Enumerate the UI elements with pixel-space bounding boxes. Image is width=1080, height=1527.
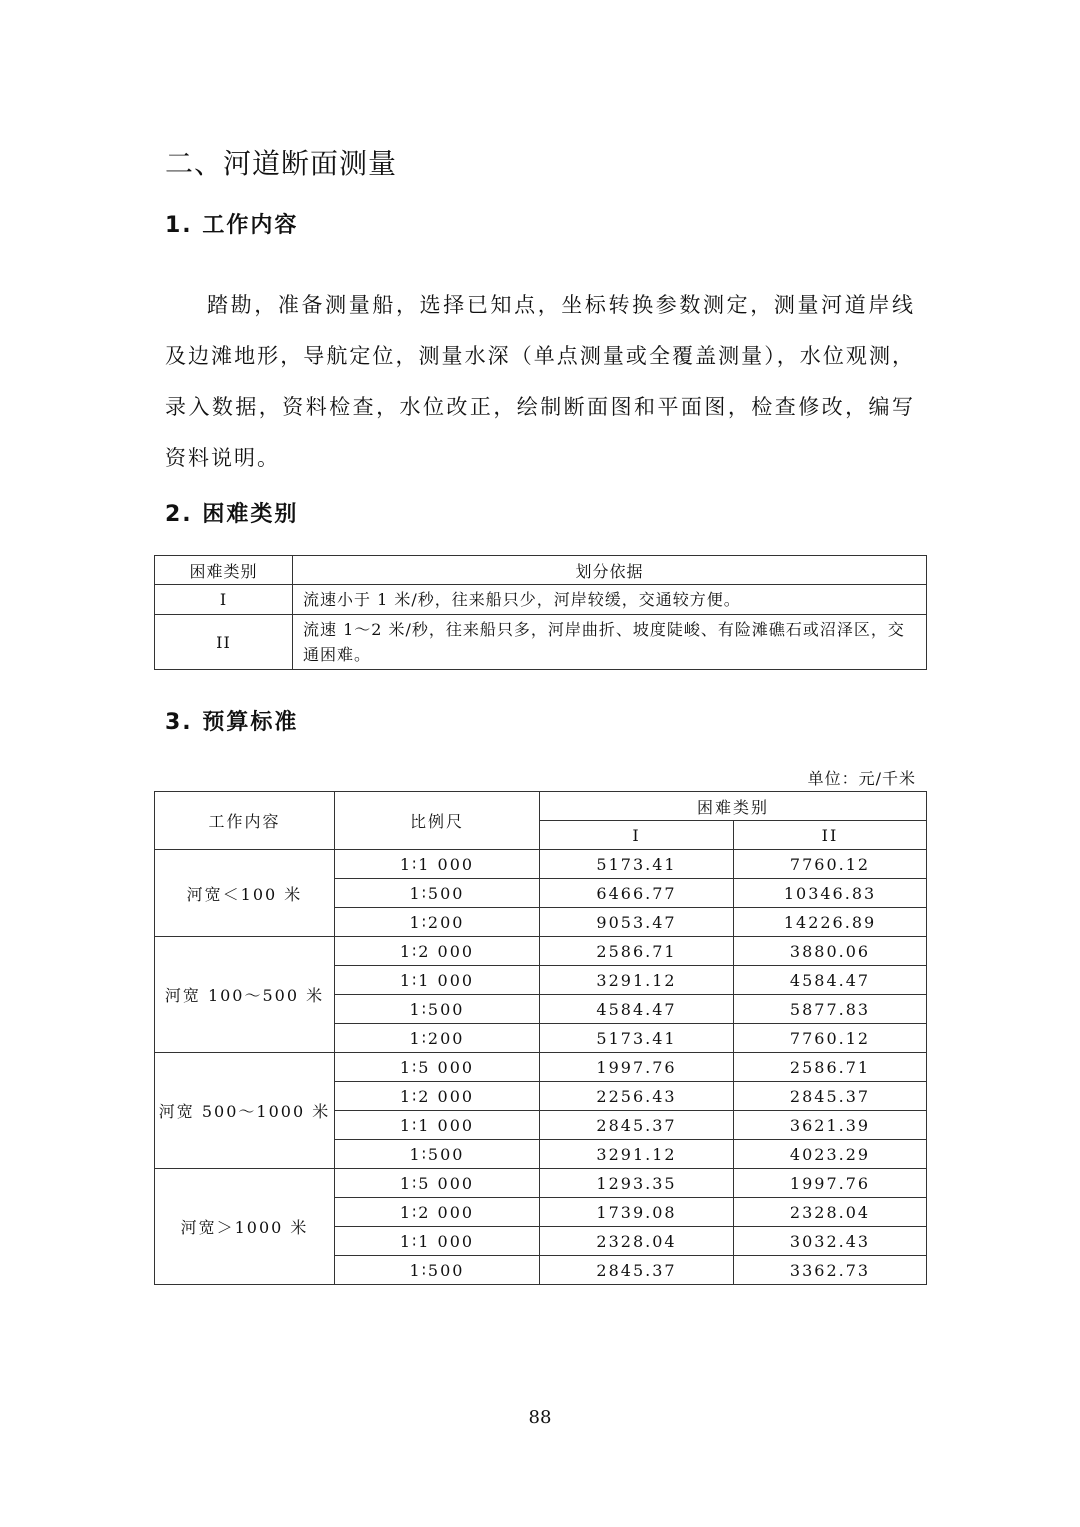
group-label: 河宽＞1000 米: [155, 1169, 335, 1285]
scale-cell: 1∶2 000: [335, 1198, 540, 1227]
class2-value: 3032.43: [734, 1227, 927, 1256]
page-number: 88: [528, 1407, 552, 1428]
header-class-1: I: [540, 821, 734, 850]
scale-cell: 1∶1 000: [335, 966, 540, 995]
scale-cell: 1∶5 000: [335, 1053, 540, 1082]
class2-value: 2845.37: [734, 1082, 927, 1111]
class1-value: 2845.37: [540, 1256, 734, 1285]
scale-cell: 1∶500: [335, 1256, 540, 1285]
class1-value: 9053.47: [540, 908, 734, 937]
class1-value: 2586.71: [540, 937, 734, 966]
category-cell: I: [155, 585, 293, 615]
section-heading-work-content: 1. 工作内容: [165, 213, 299, 238]
class2-value: 5877.83: [734, 995, 927, 1024]
difficulty-table: [154, 555, 927, 670]
scale-cell: 1∶200: [335, 1024, 540, 1053]
scale-cell: 1∶2 000: [335, 937, 540, 966]
class1-value: 2256.43: [540, 1082, 734, 1111]
class2-value: 3362.73: [734, 1256, 927, 1285]
header-class-2: II: [734, 821, 927, 850]
table-row: [155, 850, 927, 879]
group-label: 河宽 500～1000 米: [155, 1053, 335, 1169]
unit-label: 单位：元/千米: [807, 769, 916, 788]
class2-value: 2586.71: [734, 1053, 927, 1082]
scale-cell: 1∶200: [335, 908, 540, 937]
header-work-content: 工作内容: [155, 792, 335, 850]
class2-value: 2328.04: [734, 1198, 927, 1227]
header-scale: 比例尺: [335, 792, 540, 850]
scale-cell: 1∶2 000: [335, 1082, 540, 1111]
class1-value: 3291.12: [540, 1140, 734, 1169]
header-difficulty: 困难类别: [540, 792, 927, 821]
class2-value: 4584.47: [734, 966, 927, 995]
scale-cell: 1∶500: [335, 1140, 540, 1169]
table-row: [155, 585, 927, 615]
basis-cell: 流速 1～2 米/秒，往来船只多，河岸曲折、坡度陡峻、有险滩礁石或沼泽区，交通困难。: [293, 615, 927, 670]
table-row: [155, 615, 927, 670]
section-heading-budget: 3. 预算标准: [165, 710, 299, 735]
class2-value: 7760.12: [734, 850, 927, 879]
class1-value: 1293.35: [540, 1169, 734, 1198]
table-row: [155, 937, 927, 966]
page-title: 二、河道断面测量: [165, 147, 398, 180]
category-cell: II: [155, 615, 293, 670]
class1-value: 1739.08: [540, 1198, 734, 1227]
header-difficulty-category: 困难类别: [155, 556, 293, 585]
class2-value: 14226.89: [734, 908, 927, 937]
class1-value: 2845.37: [540, 1111, 734, 1140]
class1-value: 5173.41: [540, 1024, 734, 1053]
scale-cell: 1∶1 000: [335, 850, 540, 879]
class2-value: 3621.39: [734, 1111, 927, 1140]
scale-cell: 1∶500: [335, 995, 540, 1024]
scale-cell: 1∶500: [335, 879, 540, 908]
class1-value: 5173.41: [540, 850, 734, 879]
table-header-row: [155, 556, 927, 585]
scale-cell: 1∶5 000: [335, 1169, 540, 1198]
class2-value: 3880.06: [734, 937, 927, 966]
header-basis: 划分依据: [293, 556, 927, 585]
class2-value: 10346.83: [734, 879, 927, 908]
table-row: [155, 1169, 927, 1198]
class1-value: 4584.47: [540, 995, 734, 1024]
scale-cell: 1∶1 000: [335, 1111, 540, 1140]
basis-cell: 流速小于 1 米/秒，往来船只少，河岸较缓，交通较方便。: [293, 585, 927, 615]
class1-value: 1997.76: [540, 1053, 734, 1082]
class2-value: 1997.76: [734, 1169, 927, 1198]
table-header-row: [155, 792, 927, 821]
table-row: [155, 1053, 927, 1082]
group-label: 河宽 100～500 米: [155, 937, 335, 1053]
class1-value: 3291.12: [540, 966, 734, 995]
class1-value: 6466.77: [540, 879, 734, 908]
budget-table: [154, 791, 927, 1285]
class2-value: 4023.29: [734, 1140, 927, 1169]
group-label: 河宽＜100 米: [155, 850, 335, 937]
section-heading-difficulty: 2. 困难类别: [165, 502, 299, 527]
class2-value: 7760.12: [734, 1024, 927, 1053]
scale-cell: 1∶1 000: [335, 1227, 540, 1256]
class1-value: 2328.04: [540, 1227, 734, 1256]
work-content-paragraph: 踏勘，准备测量船，选择已知点，坐标转换参数测定，测量河道岸线及边滩地形，导航定位，测量水深（单点测量或全覆盖测量），水位观测，录入数据，资料检查，水位改正，绘制断面图和平面图，检查修改，编写资料说明。: [165, 293, 915, 470]
